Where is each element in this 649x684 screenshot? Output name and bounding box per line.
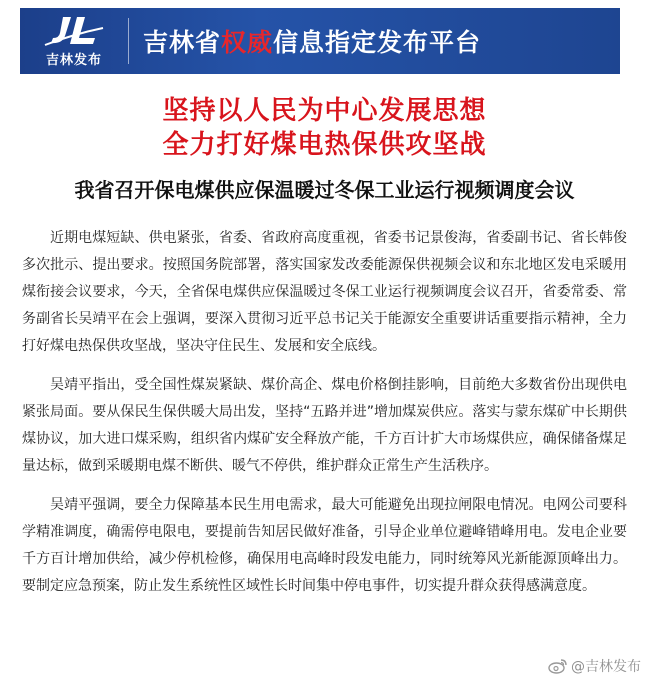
watermark-text: @吉林发布 bbox=[571, 659, 641, 675]
weibo-watermark bbox=[548, 656, 641, 676]
headline-line-1: 坚持以人民为中心发展思想 bbox=[162, 96, 487, 126]
paragraph-1: 近期电煤短缺、供电紧张，省委、省政府高度重视，省委书记景俊海，省委副书记、省长韩俊多次批示、提出要求。按照国务院部署，落实国家发改委能源保供视频会议和东北地区发电采暖用煤衔接会议要求，今天，全省保电煤供应保温暖过冬保工业运行视频调度会议召开，省委常委、常务副省长吴靖平在会上强调，要深入贯彻习近平总书记关于能源安全重要讲话重要指示精神，全力打好煤电热保供攻坚战，坚决守住民生、发展和安全底线。 bbox=[22, 230, 627, 354]
banner-title bbox=[143, 23, 481, 59]
paragraph-2: 吴靖平指出，受全国性煤炭紧缺、煤价高企、煤电价格倒挂影响，目前绝大多数省份出现供电紧张局面。要从保民生保供暖大局出发，坚持“五路并进”增加煤炭供应。落实与蒙东煤矿中长期供煤协议，加大进口煤采购，组织省内煤矿安全释放产能，千方百计扩大市场煤供应，确保储备煤足量达标，做到采暖期电煤不断供、暖气不停供，维护群众正常生产生活秩序。 bbox=[22, 377, 627, 474]
banner-title-post: 信息指定发布平台 bbox=[273, 28, 482, 57]
jilin-logo-icon bbox=[43, 14, 105, 48]
headline-line-2: 全力打好煤电热保供攻坚战 bbox=[162, 130, 487, 160]
logo bbox=[20, 8, 128, 74]
banner-title-highlight: 权威 bbox=[221, 28, 274, 57]
paragraph-3: 吴靖平强调，要全力保障基本民生用电需求，最大可能避免出现拉闸限电情况。电网公司要科学精准调度，确需停电限电，要提前告知居民做好准备，引导企业单位避峰错峰用电。发电企业要千方百计增加供给，减少停机检修，确保用电高峰时段发电能力，同时统筹风光新能源顶峰出力。要制定应急预案，防止发生系统性区域性长时间集中停电事件，切实提升群众获得感满意度。 bbox=[22, 497, 627, 594]
logo-text: 吉林发布 bbox=[45, 53, 102, 68]
article-subtitle: 我省召开保电煤供应保温暖过冬保工业运行视频调度会议 bbox=[74, 178, 575, 202]
article-body bbox=[22, 225, 627, 612]
header-banner bbox=[20, 8, 620, 74]
weibo-icon bbox=[548, 658, 568, 674]
banner-title-pre: 吉林省 bbox=[143, 28, 222, 57]
banner-divider bbox=[128, 18, 129, 64]
